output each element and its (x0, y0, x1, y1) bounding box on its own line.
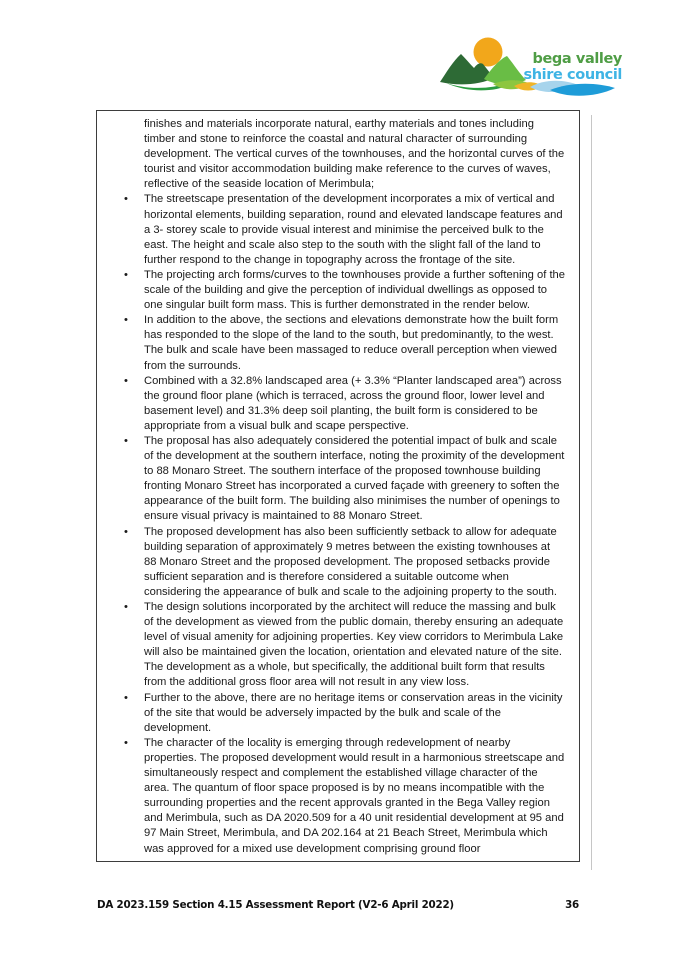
bullet-item: • The design solutions incorporated by the architect will reduce the massing and bulk of the development as viewed from the public domain, thereby ensuring an adequate level of visual amenity for adjoining properties. Key view corridors to Merimbula Lake will also be maintained given the location, orientation and elevated nature of the site. The development as a whole, but specifically, the additional built form that results from the additional gross floor area will not result in any view loss. (144, 600, 565, 691)
council-logo-graphic (438, 33, 628, 101)
footer-report-title: DA 2023.159 Section 4.15 Assessment Report (V2-6 April 2022) (97, 899, 454, 911)
box-shadow-line (591, 115, 592, 870)
bullet-item: • The streetscape presentation of the development incorporates a mix of vertical and horizontal elements, building separation, round and elevated landscape features and a 3- storey scale to provide visual interest and minimise the perceived bulk to the east. The height and scale also step to the south with the slight fall of the land to further respond to the change in topography across the frontage of the site. (144, 192, 565, 267)
bullet-item: • The projecting arch forms/curves to the townhouses provide a further softening of the scale of the building and give the perception of individual dwellings as opposed to one singular built form mass. This is further demonstrated in the render below. (144, 268, 565, 313)
intro-paragraph: finishes and materials incorporate natural, earthy materials and tones including timber and stone to reinforce the coastal and natural character of surrounding development. The vertical curves of the townhouses, and the horizontal curves of the tourist and visitor accommodation building make reference to the curves of waves, reflective of the seaside location of Merimbula; (144, 118, 565, 191)
logo-text-bega-valley: bega valley (532, 51, 622, 67)
bega-valley-shire-council-logo (438, 33, 628, 101)
bullet-item: • The character of the locality is emerging through redevelopment of nearby properties. The proposed development would result in a harmonious streetscape and simultaneously respect and complement the established village character of the area. The quantum of floor space proposed is by no means incompatible with the surrounding properties and the recent approvals granted in the Bega Valley region and Merimbula, such as DA 2020.509 for a 40 unit residential development at 95 and 97 Main Street, Merimbula, and DA 202.164 at 21 Beach Street, Merimbula which was approved for a mixed use development comprising ground floor (144, 736, 565, 857)
page-number: 36 (565, 899, 579, 911)
bullet-item: • Further to the above, there are no heritage items or conservation areas in the vicinity of the site that would be adversely impacted by the bulk and scale of the development. (144, 691, 565, 736)
sun-icon (474, 38, 503, 67)
bullet-item: • The proposal has also adequately considered the potential impact of bulk and scale of the development at the southern interface, noting the proximity of the development to 88 Monaro Street. The southern interface of the proposed townhouse building fronting Monaro Street has incorporated a curved façade with greenery to soften the appearance of the built form. The building also minimises the number of openings to ensure visual privacy is maintained to 88 Monaro Street. (144, 434, 565, 525)
assessment-text-box (96, 110, 580, 862)
bullet-item: • The proposed development has also been sufficiently setback to allow for adequate building separation of approximately 9 metres between the existing townhouses at 88 Monaro Street and the proposed development. The proposed setbacks provide sufficient separation and is therefore considered a suitable outcome when considering the appearance of bulk and scale to the adjoining property to the south. (144, 525, 565, 600)
page-footer (97, 899, 579, 911)
bullet-item: • Combined with a 32.8% landscaped area (+ 3.3% “Planter landscaped area”) across the ground floor plane (which is terraced, across the ground floor, lower level and basement level) and 31.3% deep soil planting, the built form is considered to be appropriate from a visual bulk and scape perspective. (144, 374, 565, 434)
logo-text-shire-council: shire council (523, 67, 622, 83)
bullet-item: • In addition to the above, the sections and elevations demonstrate how the built form has responded to the slope of the land to the south, but predominantly, to the west. The bulk and scale have been massaged to reduce overall perception when viewed from the surrounds. (144, 313, 565, 373)
